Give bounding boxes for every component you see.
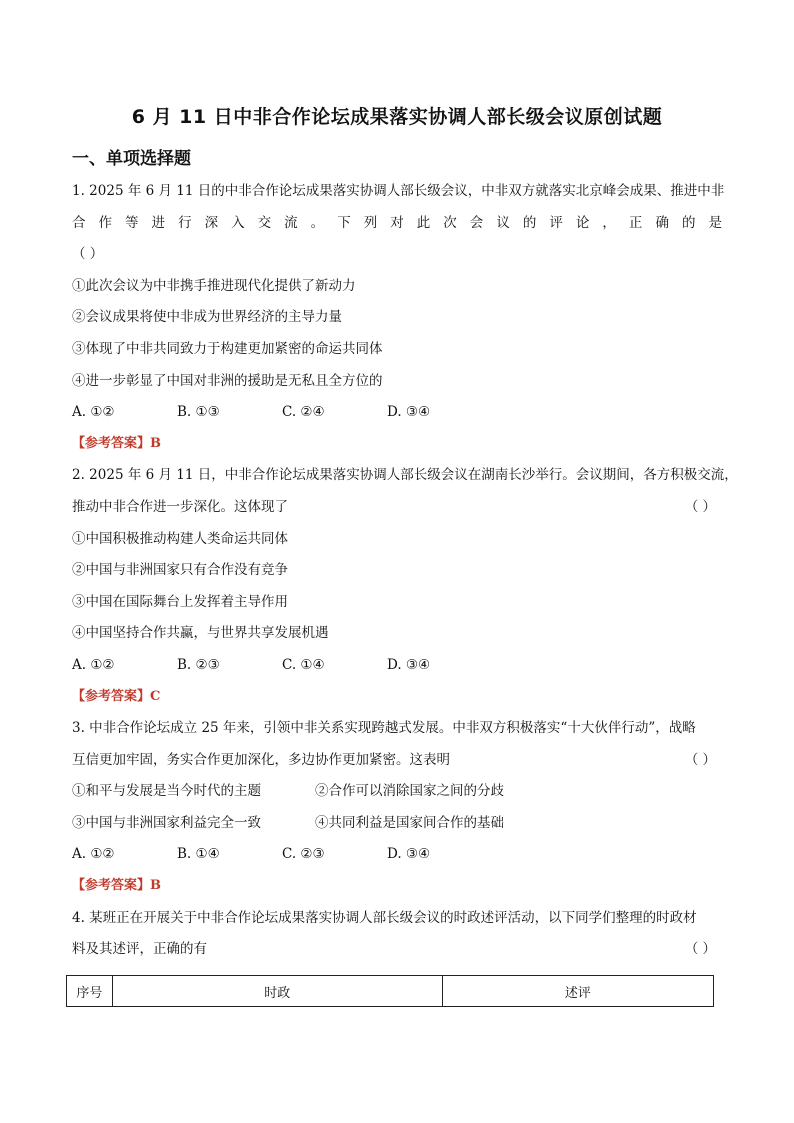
- q2-option-d: D. ③④: [387, 656, 431, 673]
- q1-option-d: D. ③④: [387, 404, 431, 421]
- q3-option-d: D. ③④: [387, 846, 431, 863]
- q3-answer-blank: （ ）: [684, 751, 716, 768]
- q3-statement: ①和平与发展是当今时代的主题: [72, 783, 261, 800]
- q1-stem-line-1: 1. 2025 年 6 月 11 日的中非合作论坛成果落实协调人部长级会议，中非双方就落实北京峰会成果、推进中非: [72, 183, 725, 199]
- q4-stem-line-1: 4. 某班正在开展关于中非合作论坛成果落实协调人部长级会议的时政述评活动，以下同学们整理的时政材: [72, 909, 697, 926]
- answer-label: 【参考答案】: [72, 435, 151, 451]
- q3-option-b: B. ①④: [177, 846, 220, 863]
- answer-key: C: [150, 688, 161, 704]
- q2-statement: ③中国在国际舞台上发挥着主导作用: [72, 593, 288, 610]
- q2-stem-line-1: 2. 2025 年 6 月 11 日，中非合作论坛成果落实协调人部长级会议在湖南长沙举行。会议期间，各方积极交流，: [72, 467, 738, 484]
- q1-option-a: A. ①②: [72, 404, 115, 421]
- q3-option-c: C. ②③: [282, 846, 325, 863]
- q3-statement-row: [72, 813, 722, 845]
- table-header-no: 序号: [67, 976, 113, 1007]
- q1-option-c: C. ②④: [282, 404, 325, 421]
- q1-stem-line-2: 合作等进行深入交流。下列对此次会议的评论，正确的是: [72, 214, 722, 231]
- q4-stem-text: 料及其述评，正确的有: [72, 941, 207, 958]
- q3-statement-row: [72, 781, 722, 813]
- q1-statement: ③体现了中非共同致力于构建更加紧密的命运共同体: [72, 340, 383, 357]
- q4-answer-blank: （ ）: [684, 941, 716, 958]
- q3-stem-line-2: [72, 750, 722, 782]
- q2-option-a: A. ①②: [72, 656, 115, 673]
- q3-statement: ④共同利益是国家间合作的基础: [315, 814, 504, 831]
- answer-key: B: [150, 435, 162, 451]
- answer-label: 【参考答案】: [72, 878, 151, 894]
- answer-label: 【参考答案】: [72, 688, 151, 704]
- q3-stem-line-1: 3. 中非合作论坛成立 25 年来，引领中非关系实现跨越式发展。中非双方积极落实“十大伙伴行动”，战略: [72, 720, 696, 737]
- q2-options: [72, 655, 722, 687]
- q3-statement: ②合作可以消除国家之间的分歧: [315, 783, 504, 800]
- q2-option-b: B. ②③: [177, 656, 220, 673]
- q2-stem-line-2: [72, 497, 722, 529]
- q4-news-table: [66, 975, 714, 1007]
- q1-statement: ④进一步彰显了中国对非洲的援助是无私且全方位的: [72, 372, 383, 389]
- q1-options: [72, 402, 722, 434]
- table-header-news: 时政: [112, 976, 442, 1007]
- q1-reference-answer: [72, 434, 722, 466]
- q1-answer-blank: （ ）: [72, 246, 104, 263]
- q2-stem-text: 推动中非合作进一步深化。这体现了: [72, 498, 288, 515]
- table-header-row: [67, 976, 714, 1007]
- table-header-review: 述评: [442, 976, 713, 1007]
- q3-statement: ③中国与非洲国家利益完全一致: [72, 814, 261, 831]
- q2-reference-answer: [72, 687, 722, 719]
- q4-stem-line-2: [72, 939, 722, 971]
- q1-statement: ①此次会议为中非携手推进现代化提供了新动力: [72, 277, 356, 294]
- q2-statement: ①中国积极推动构建人类命运共同体: [72, 530, 288, 547]
- answer-key: B: [150, 878, 162, 894]
- section-heading: 一、单项选择题: [72, 149, 191, 169]
- q2-answer-blank: （ ）: [684, 498, 716, 515]
- q2-statement: ②中国与非洲国家只有合作没有竞争: [72, 562, 288, 579]
- q3-reference-answer: [72, 876, 722, 908]
- page-title: 6 月 11 日中非合作论坛成果落实协调人部长级会议原创试题: [131, 106, 663, 128]
- q3-stem-text: 互信更加牢固，务实合作更加深化，多边协作更加紧密。这表明: [72, 751, 450, 768]
- q3-options: [72, 844, 722, 876]
- q1-option-b: B. ①③: [177, 404, 220, 421]
- question-list: [72, 181, 738, 971]
- q2-statement: ④中国坚持合作共赢，与世界共享发展机遇: [72, 625, 329, 642]
- q3-option-a: A. ①②: [72, 846, 115, 863]
- q2-option-c: C. ①④: [282, 656, 325, 673]
- q1-statement: ②会议成果将使中非成为世界经济的主导力量: [72, 309, 342, 326]
